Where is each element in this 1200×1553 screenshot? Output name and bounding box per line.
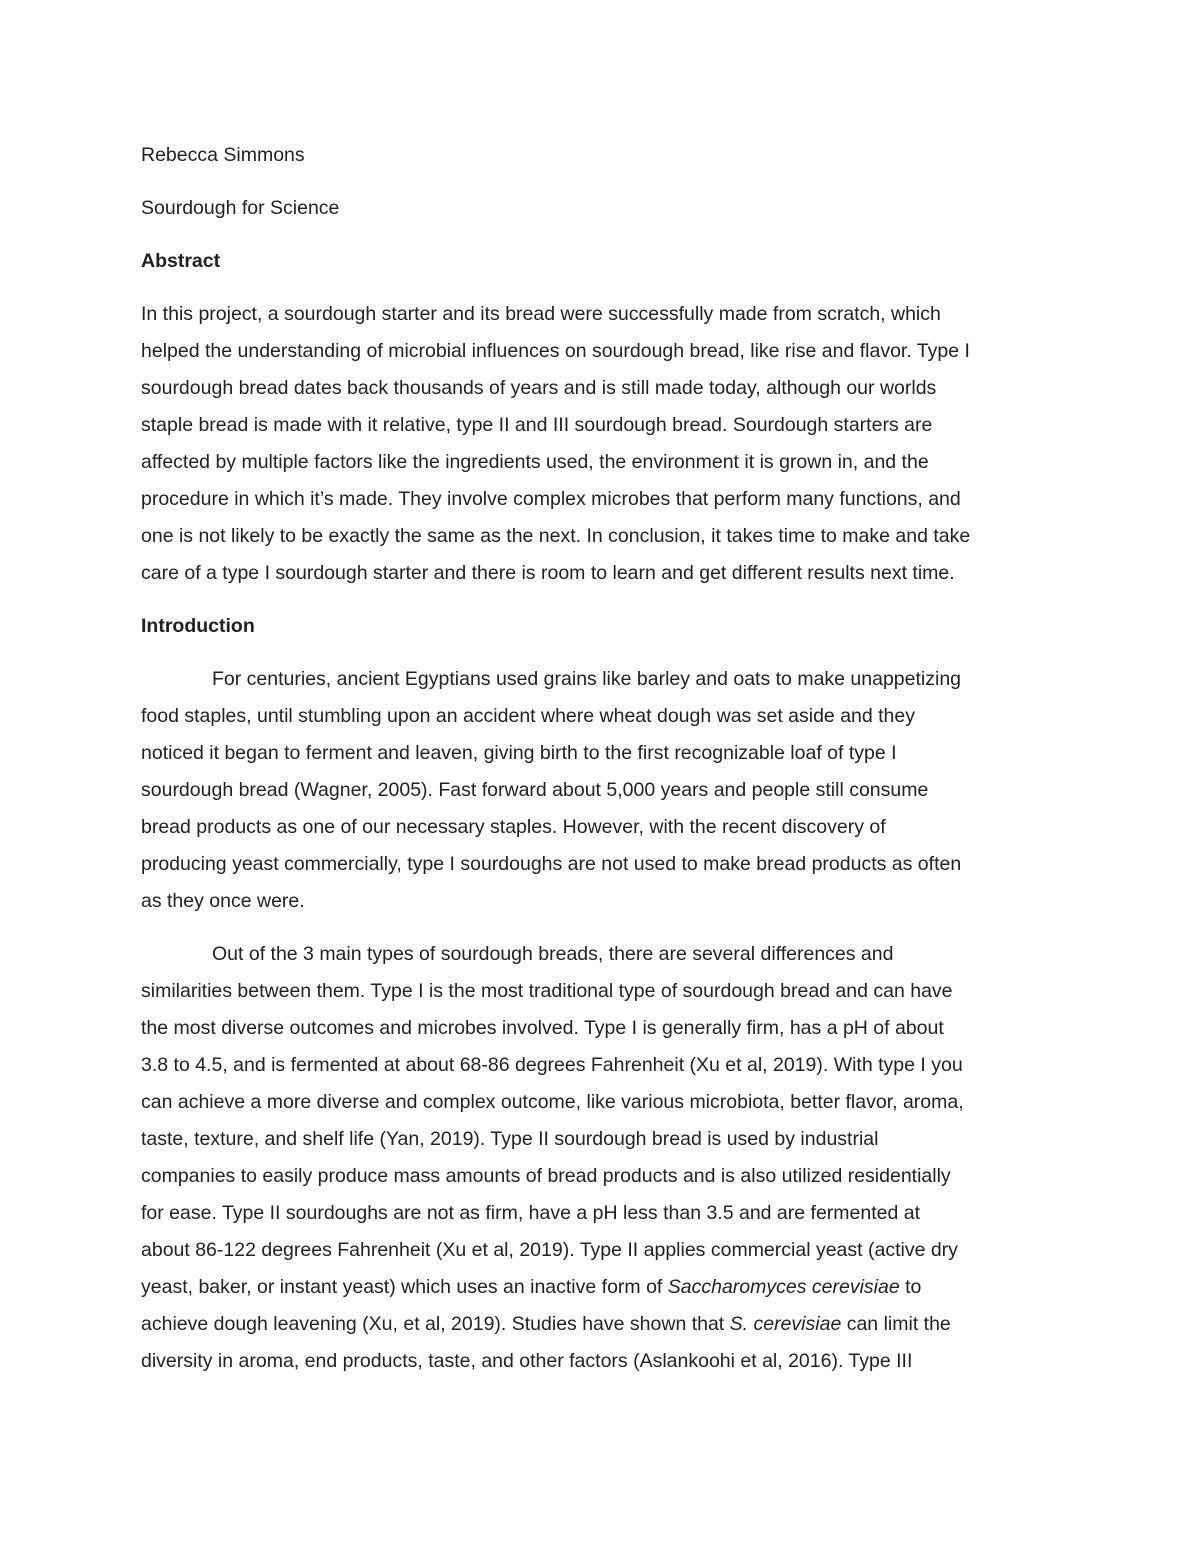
text-line: For centuries, ancient Egyptians used grains like barley and oats to make unappetizing [212,668,962,690]
species-name-italic: S. cerevisiae [729,1313,842,1335]
text-line: the most diverse outcomes and microbes involved. Type I is generally firm, has a pH of about [141,1017,944,1039]
text-line: taste, texture, and shelf life (Yan, 2019). Type II sourdough bread is used by industrial [141,1128,879,1150]
text-line: Out of the 3 main types of sourdough breads, there are several differences and [212,943,894,965]
text-line: staple bread is made with it relative, type II and III sourdough bread. Sourdough starters are [141,414,933,436]
text-line: sourdough bread (Wagner, 2005). Fast forward about 5,000 years and people still consume [141,779,929,801]
text-line: bread products as one of our necessary staples. However, with the recent discovery of [141,816,886,838]
text-line: about 86-122 degrees Fahrenheit (Xu et al, 2019). Type II applies commercial yeast (active dry [141,1239,958,1261]
introduction-paragraph-2 [141,936,1071,1380]
text-line: similarities between them. Type I is the most traditional type of sourdough bread and can have [141,980,953,1002]
text-line: producing yeast commercially, type I sourdoughs are not used to make bread products as often [141,853,962,875]
text-line: food staples, until stumbling upon an accident where wheat dough was set aside and they [141,705,916,727]
text-line: as they once were. [141,890,305,912]
text-run: can limit the [841,1313,951,1335]
text-line: companies to easily produce mass amounts of bread products and is also utilized residentially [141,1165,951,1187]
abstract-heading: Abstract [141,250,221,272]
document-title: Sourdough for Science [141,197,340,219]
introduction-paragraph-1 [141,661,1071,920]
text-line: sourdough bread dates back thousands of years and is still made today, although our worlds [141,377,937,399]
text-line: care of a type I sourdough starter and there is room to learn and get different results next time. [141,562,955,584]
text-line: can achieve a more diverse and complex outcome, like various microbiota, better flavor, aroma, [141,1091,964,1113]
text-line: helped the understanding of microbial influences on sourdough bread, like rise and flavor. Type I [141,340,970,362]
species-name-italic: Saccharomyces cerevisiae [667,1276,900,1298]
text-line-with-italic [141,1306,1071,1343]
text-line: for ease. Type II sourdoughs are not as firm, have a pH less than 3.5 and are fermented at [141,1202,921,1224]
text-line-with-italic [141,1269,1071,1306]
abstract-paragraph [141,296,1071,592]
text-run: yeast, baker, or instant yeast) which uses an inactive form of [141,1276,668,1298]
text-run: to [899,1276,922,1298]
author-name: Rebecca Simmons [141,144,305,166]
text-line: diversity in aroma, end products, taste, and other factors (Aslankoohi et al, 2016). Type III [141,1350,913,1372]
introduction-heading: Introduction [141,615,255,637]
text-run: achieve dough leavening (Xu, et al, 2019). Studies have shown that [141,1313,730,1335]
text-line: affected by multiple factors like the ingredients used, the environment it is grown in, and the [141,451,929,473]
text-line: In this project, a sourdough starter and its bread were successfully made from scratch, which [141,303,941,325]
text-line: noticed it began to ferment and leaven, giving birth to the first recognizable loaf of type I [141,742,897,764]
text-line: procedure in which it’s made. They involve complex microbes that perform many functions, and [141,488,961,510]
document-body [141,137,1071,1396]
text-line: one is not likely to be exactly the same as the next. In conclusion, it takes time to make and take [141,525,971,547]
text-line: 3.8 to 4.5, and is fermented at about 68-86 degrees Fahrenheit (Xu et al, 2019). With type I you [141,1054,963,1076]
